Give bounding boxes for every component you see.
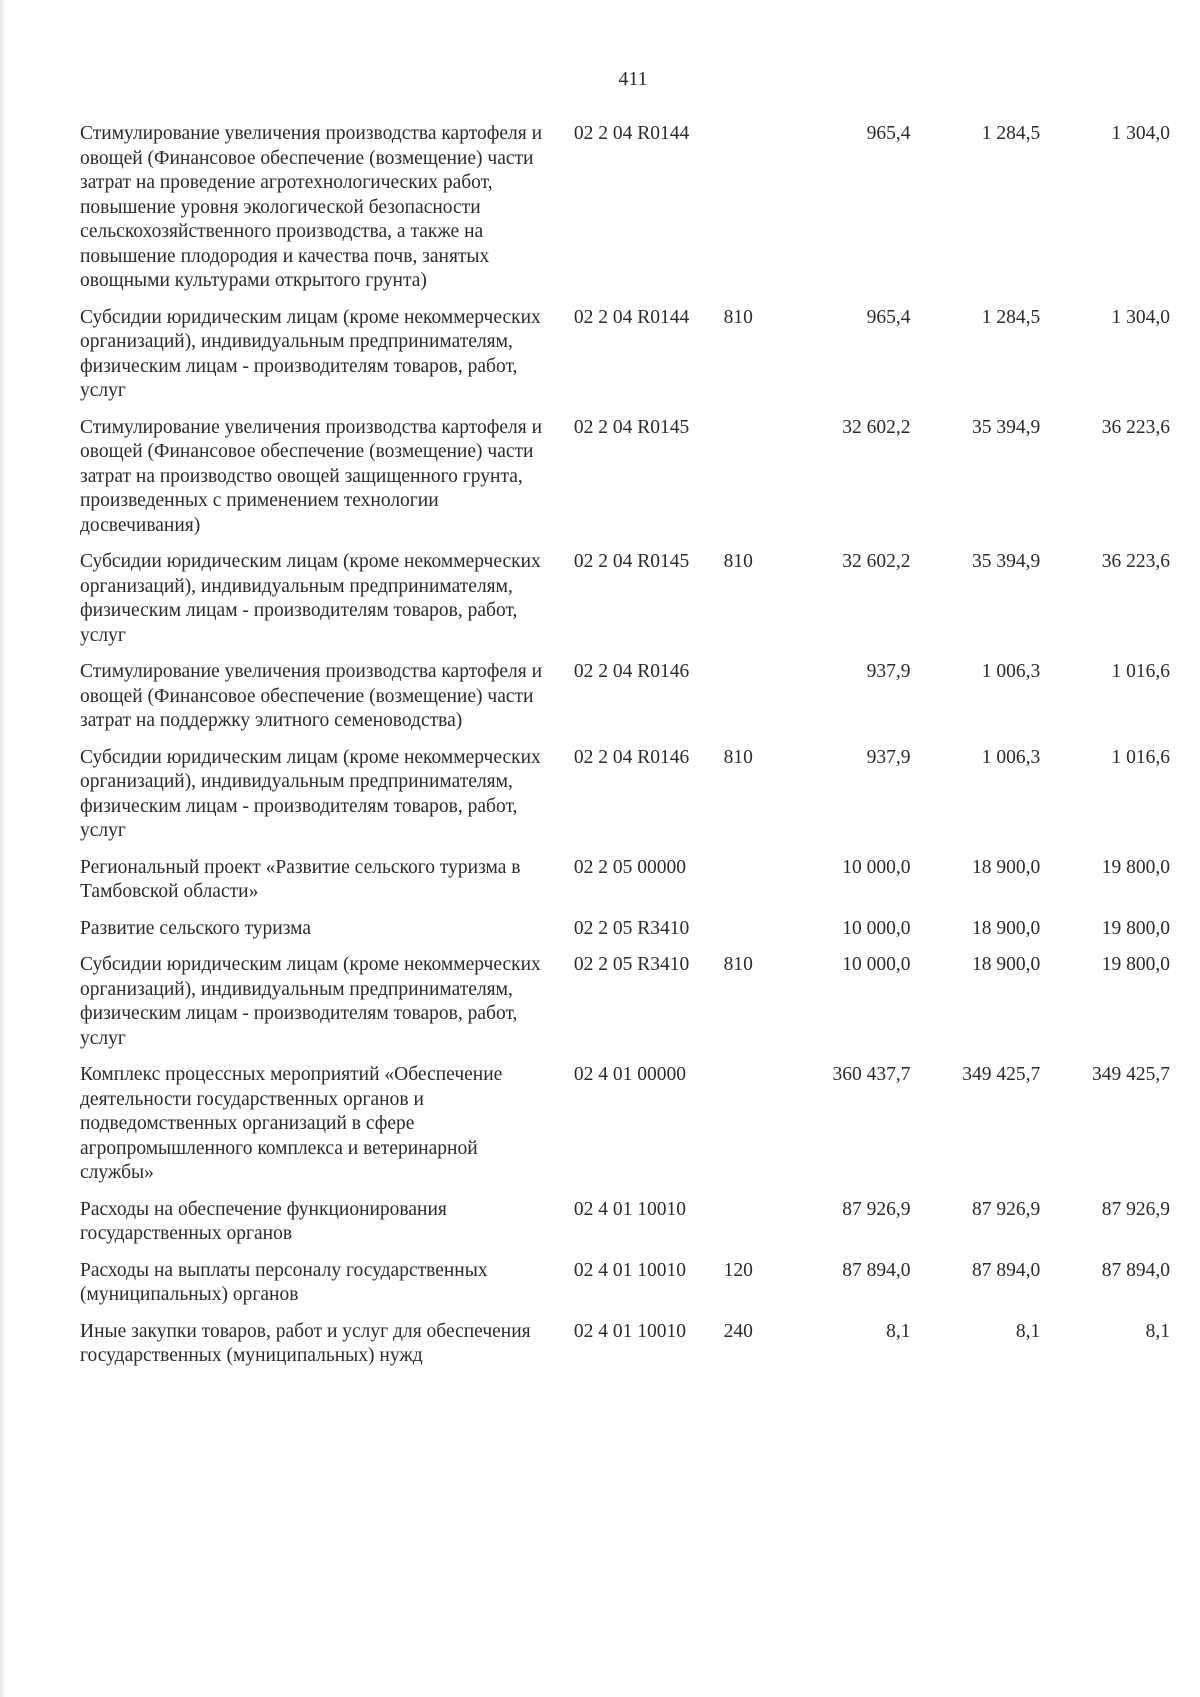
- row-value-2025: 18 900,0: [971, 954, 1041, 975]
- row-value-2024: 965,4: [866, 306, 911, 328]
- row-value-2025: 18 900,0: [971, 856, 1041, 878]
- row-name: Субсидии юридическим лицам (кроме некоммерческих организаций), индивидуальным предпринимателям, физическим лицам - производителям товаров, работ, услуг: [80, 306, 541, 401]
- row-value-2025: 87 926,9: [971, 1198, 1041, 1220]
- table-row: [80, 1259, 1170, 1320]
- row-code: 02 2 04 R0145: [573, 416, 690, 438]
- row-name: Стимулирование увеличения производства картофеля и овощей (Финансовое обеспечение (возмещение) части затрат на поддержку элитного семеноводства): [80, 661, 543, 731]
- row-name: Субсидии юридическим лицам (кроме некоммерческих организаций), индивидуальным предпринимателям, физическим лицам - производителям товаров, работ, услуг: [80, 954, 541, 1049]
- row-code: 02 2 05 00000: [573, 856, 687, 878]
- row-expense-type: 810: [723, 746, 753, 768]
- row-code: 02 2 04 R0146: [573, 661, 690, 682]
- row-code: 02 4 01 00000: [573, 1064, 687, 1085]
- row-code: 02 4 01 10010: [573, 1259, 687, 1281]
- row-value-2025: 1 006,3: [981, 661, 1041, 682]
- table-row: [80, 122, 1170, 306]
- row-expense-type: [724, 1063, 781, 1198]
- row-name: Комплекс процессных мероприятий «Обеспечение деятельности государственных органов и подведомственных организаций в сфере агропромышленного комплекса и ветеринарной службы»: [80, 1064, 503, 1183]
- row-value-2026: 349 425,7: [1092, 1064, 1170, 1085]
- row-name: Региональный проект «Развитие сельского туризма в Тамбовской области»: [80, 856, 521, 902]
- row-value-2026: 87 926,9: [1101, 1198, 1170, 1220]
- row-value-2025: 1 284,5: [981, 123, 1041, 144]
- row-value-2025: 18 900,0: [971, 917, 1041, 939]
- scan-edge: [0, 0, 6, 1697]
- table-row: [80, 856, 1170, 917]
- row-value-2026: 36 223,6: [1101, 416, 1170, 438]
- budget-table: [80, 122, 1170, 1381]
- row-expense-type: [724, 1198, 781, 1259]
- row-name: Иные закупки товаров, работ и услуг для обеспечения государственных (муниципальных) нужд: [80, 1320, 531, 1366]
- row-name: Стимулирование увеличения производства картофеля и овощей (Финансовое обеспечение (возмещение) части затрат на проведение агротехнологических работ, повышение уровня экологической безопасности сельскохозяйственного производства, а также на повышение плодородия и качества почв, занятых овощными культурами открытого грунта): [80, 123, 543, 291]
- row-name: Субсидии юридическим лицам (кроме некоммерческих организаций), индивидуальным предпринимателям, физическим лицам - производителям товаров, работ, услуг: [80, 746, 541, 841]
- table-row: [80, 306, 1170, 416]
- table-row: [80, 1320, 1170, 1381]
- row-value-2025: 1 006,3: [981, 746, 1041, 768]
- row-value-2024: 965,4: [866, 123, 911, 144]
- table-row: [80, 1063, 1170, 1198]
- table-row: [80, 746, 1170, 856]
- row-expense-type: 810: [723, 551, 753, 572]
- row-value-2024: 8,1: [886, 1320, 911, 1342]
- row-value-2026: 36 223,6: [1101, 551, 1170, 572]
- table-row: [80, 550, 1170, 660]
- row-value-2024: 360 437,7: [832, 1064, 911, 1085]
- row-expense-type: [724, 660, 781, 746]
- row-value-2026: 19 800,0: [1101, 954, 1170, 975]
- row-code: 02 2 04 R0145: [573, 551, 690, 572]
- row-value-2024: 32 602,2: [842, 416, 911, 438]
- row-value-2026: 1 304,0: [1111, 306, 1170, 328]
- table-row: [80, 953, 1170, 1063]
- row-expense-type: [724, 856, 781, 917]
- row-value-2024: 10 000,0: [842, 856, 911, 878]
- page-number: 411: [618, 68, 648, 90]
- row-code: 02 4 01 10010: [573, 1320, 687, 1342]
- row-value-2026: 1 304,0: [1111, 123, 1170, 144]
- row-name: Развитие сельского туризма: [80, 917, 312, 939]
- row-expense-type: [724, 416, 781, 551]
- row-expense-type: [724, 122, 781, 306]
- row-value-2026: 8,1: [1145, 1320, 1170, 1342]
- row-value-2024: 32 602,2: [842, 551, 911, 572]
- row-code: 02 4 01 10010: [573, 1198, 687, 1220]
- row-value-2026: 19 800,0: [1101, 917, 1170, 939]
- table-row: [80, 416, 1170, 551]
- table-row: [80, 1198, 1170, 1259]
- row-expense-type: 120: [723, 1259, 753, 1281]
- row-value-2025: 35 394,9: [971, 551, 1041, 572]
- table-row: [80, 917, 1170, 954]
- row-value-2024: 937,9: [866, 746, 911, 768]
- row-value-2025: 349 425,7: [962, 1064, 1041, 1085]
- row-value-2026: 19 800,0: [1101, 856, 1170, 878]
- table-row: [80, 660, 1170, 746]
- row-value-2025: 8,1: [1015, 1320, 1041, 1342]
- row-value-2024: 10 000,0: [842, 917, 911, 939]
- row-value-2024: 87 894,0: [842, 1259, 911, 1281]
- row-value-2026: 1 016,6: [1111, 746, 1170, 768]
- row-expense-type: 810: [723, 954, 753, 975]
- row-code: 02 2 04 R0146: [573, 746, 690, 768]
- row-value-2026: 1 016,6: [1111, 661, 1170, 682]
- row-expense-type: 810: [723, 306, 753, 328]
- row-expense-type: 240: [723, 1320, 753, 1342]
- row-value-2024: 937,9: [866, 661, 911, 682]
- row-value-2025: 1 284,5: [981, 306, 1041, 328]
- row-code: 02 2 05 R3410: [573, 954, 690, 975]
- row-value-2025: 35 394,9: [971, 416, 1041, 438]
- row-code: 02 2 05 R3410: [573, 917, 690, 939]
- row-name: Расходы на обеспечение функционирования государственных органов: [80, 1198, 447, 1244]
- row-name: Стимулирование увеличения производства картофеля и овощей (Финансовое обеспечение (возмещение) части затрат на производство овощей защищенного грунта, произведенных с применением технологии досвечивания): [80, 416, 543, 536]
- row-code: 02 2 04 R0144: [573, 306, 690, 328]
- row-value-2024: 87 926,9: [842, 1198, 911, 1220]
- row-expense-type: [724, 917, 781, 954]
- table-body: [80, 122, 1170, 1381]
- row-name: Расходы на выплаты персоналу государственных (муниципальных) органов: [80, 1259, 488, 1305]
- row-value-2025: 87 894,0: [971, 1259, 1041, 1281]
- row-value-2026: 87 894,0: [1101, 1259, 1170, 1281]
- row-code: 02 2 04 R0144: [573, 123, 690, 144]
- row-value-2024: 10 000,0: [842, 954, 911, 975]
- row-name: Субсидии юридическим лицам (кроме некоммерческих организаций), индивидуальным предпринимателям, физическим лицам - производителям товаров, работ, услуг: [80, 551, 541, 646]
